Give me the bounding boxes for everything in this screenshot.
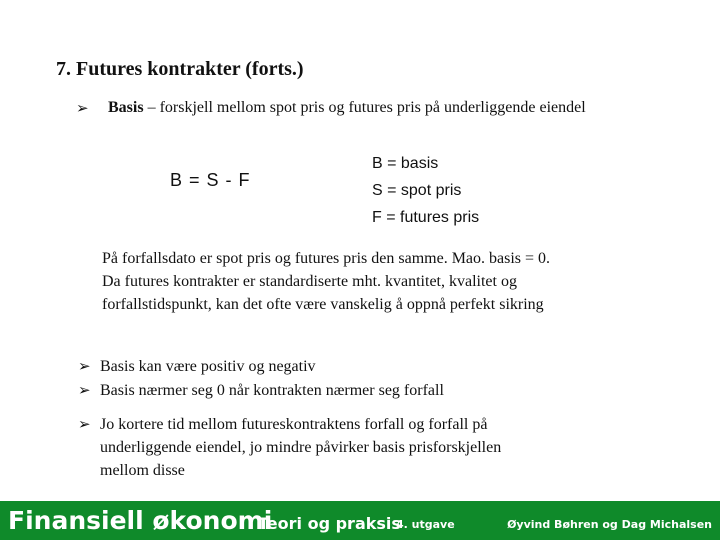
bullet-text: Basis kan være positiv og negativ <box>100 358 316 375</box>
arrow-bullet-icon: ➢ <box>78 415 91 433</box>
paragraph-line: forfallstidspunkt, kan det ofte være vanskelig å oppnå perfekt sikring <box>102 296 544 313</box>
legend-b: B = basis <box>372 155 439 172</box>
bullet-text <box>100 413 690 482</box>
arrow-bullet-icon: ➢ <box>78 357 91 375</box>
footer-authors: Øyvind Bøhren og Dag Michalsen <box>507 518 712 531</box>
bullet-line: mellom disse <box>100 462 185 479</box>
bullet-item <box>78 379 698 402</box>
footer-banner <box>0 501 720 540</box>
slide-title: 7. Futures kontrakter (forts.) <box>56 58 304 80</box>
bullet-item <box>78 413 698 482</box>
basis-formula: B = S - F <box>170 170 251 190</box>
bullet-line: underliggende eiendel, jo mindre påvirker basis prisforskjellen <box>100 439 502 456</box>
footer-subtitle: Teori og praksis <box>258 514 401 533</box>
bullet-item <box>78 355 698 378</box>
legend-f: F = futures pris <box>372 209 480 226</box>
footer-brand: Finansiell økonomi <box>8 506 273 535</box>
maturity-paragraph <box>102 247 702 316</box>
formula-legend <box>372 150 479 231</box>
paragraph-line: Da futures kontrakter er standardiserte mht. kvantitet, kvalitet og <box>102 273 517 290</box>
basis-definition-text: – forskjell mellom spot pris og futures pris på underliggende eiendel <box>143 99 586 116</box>
footer-edition: 4. utgave <box>396 518 455 531</box>
basis-term: Basis <box>108 99 144 116</box>
legend-s: S = spot pris <box>372 182 462 199</box>
arrow-bullet-icon: ➢ <box>76 99 89 117</box>
bullet-text: Basis nærmer seg 0 når kontrakten nærmer seg forfall <box>100 382 444 399</box>
arrow-bullet-icon: ➢ <box>78 381 91 399</box>
bullet-line: Jo kortere tid mellom futureskontraktens forfall og forfall på <box>100 416 488 433</box>
basis-definition <box>108 99 586 117</box>
paragraph-line: På forfallsdato er spot pris og futures pris den samme. Mao. basis = 0. <box>102 250 551 267</box>
